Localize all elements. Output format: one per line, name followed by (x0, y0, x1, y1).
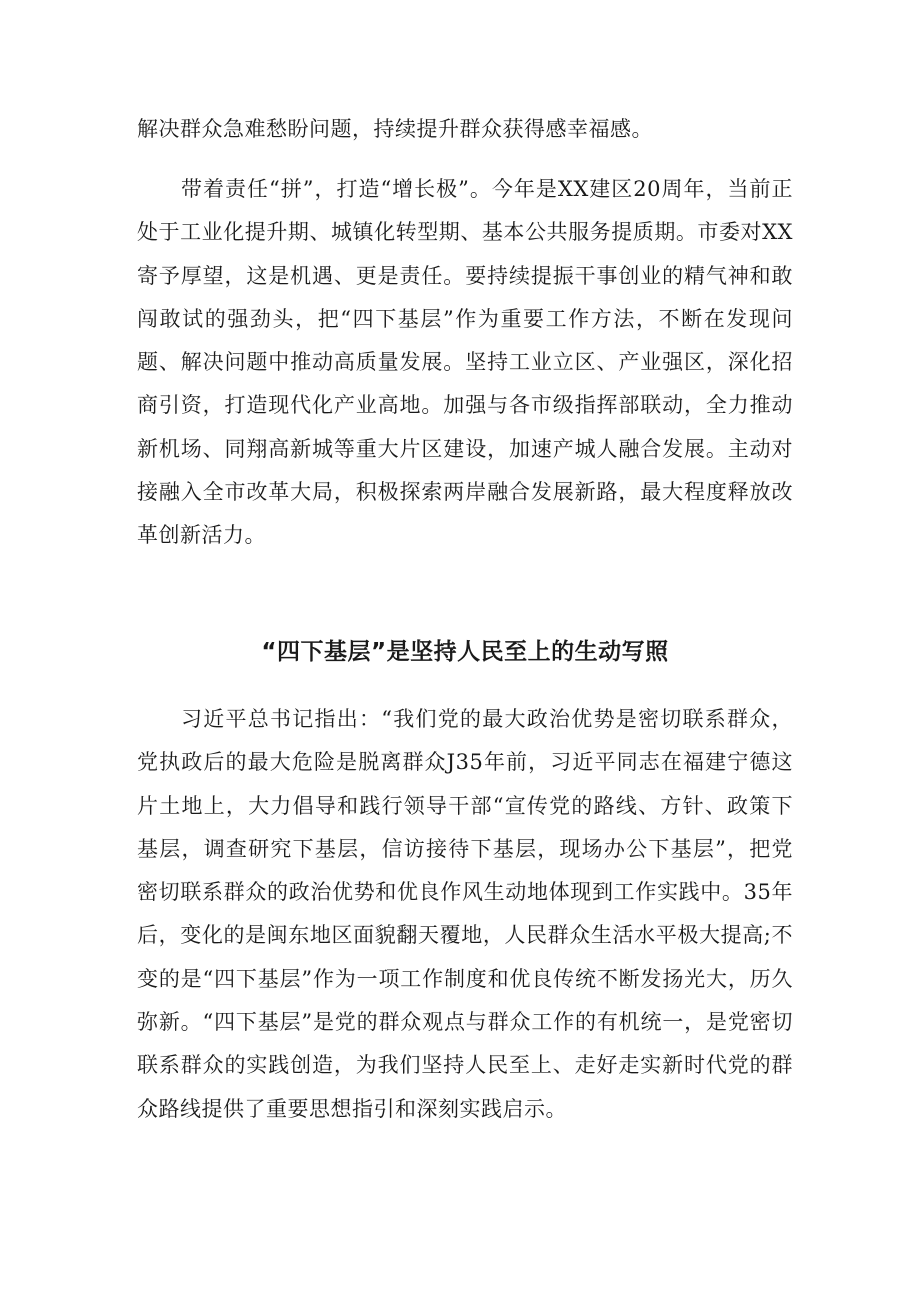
section-heading: “四下基层”是坚持人民至上的生动写照 (261, 639, 669, 665)
paragraph-continuation: 解决群众急难愁盼问题，持续提升群众获得感幸福感。 (137, 117, 653, 141)
paragraph-section-body: 习近平总书记指出：“我们党的最大政治优势是密切联系群众，党执政后的最大危险是脱离群众J35年前，习近平同志在福建宁德这片土地上，大力倡导和践行领导干部“宣传党的路线、方针、政策下基层，调查研究下基层，信访接待下基层，现场办公下基层”，把党密切联系群众的政治优势和优良作风生动地体现到工作实践中。35年后，变化的是闽东地区面貌翻天覆地，人民群众生活水平极大提高;不变的是“四下基层”作为一项工作制度和优良传统不断发扬光大，历久弥新。“四下基层”是党的群众观点与群众工作的有机统一，是党密切联系群众的实践创造，为我们坚持人民至上、走好走实新时代党的群众路线提供了重要思想指引和深刻实践启示。 (137, 707, 793, 1121)
paragraph-growth-pole: 带着责任“拼”，打造“增长极”。今年是XX建区20周年，当前正处于工业化提升期、城镇化转型期、基本公共服务提质期。市委对XX寄予厚望，这是机遇、更是责任。要持续提振干事创业的精气神和敢闯敢试的强劲头，把“四下基层”作为重要工作方法，不断在发现问题、解决问题中推动高质量发展。坚持工业立区、产业强区，深化招商引资，打造现代化产业高地。加强与各市级指挥部联动，全力推动新机场、同翔高新城等重大片区建设，加速产城人融合发展。主动对接融入全市改革大局，积极探索两岸融合发展新路，最大程度释放改革创新活力。 (137, 177, 793, 548)
